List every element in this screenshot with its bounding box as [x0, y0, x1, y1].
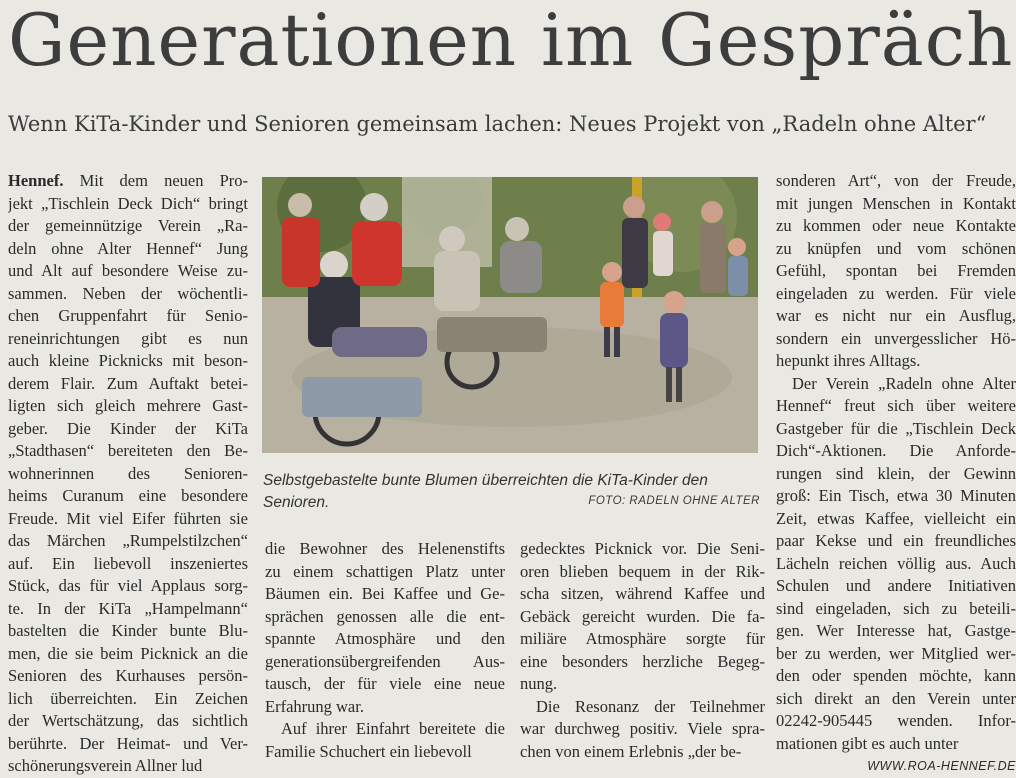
article-text-line: Schulen und andere Initiativen [776, 576, 1016, 595]
article-text-line: das Märchen „Rumpelstilzchen“ [8, 531, 248, 550]
article-text-line: Gebäck gereicht wurden. Die fa- [520, 606, 765, 626]
article-text-line: Hennef“ freut sich über weitere [776, 396, 1016, 415]
article-text-line: zu knüpfen und vom schönen [776, 238, 1016, 258]
article-text-line: nung. [520, 674, 558, 693]
article-text-line: Lächeln reichen völlig aus. Auch [776, 553, 1016, 573]
article-text-line: paar Kekse und ein freundliches [776, 531, 1016, 550]
article-column-4 [776, 170, 1016, 778]
article-text-line: reneinrichtungen gibt es nun [8, 328, 248, 348]
article-text-line: 02242-905445 wenden. Infor- [776, 711, 1016, 730]
article-text-line: ligten sich gleich mehrere Gast- [8, 396, 248, 415]
dateline: Hennef. [8, 171, 64, 190]
article-text-line: ber zu werden, wer Mitglied wer- [776, 643, 1016, 663]
article-text-line: geber. Die Kinder der KiTa [8, 418, 248, 438]
article-text-line: scha sitzen, während Kaffee und [520, 584, 765, 603]
article-text-line: chen von einem Erlebnis „der be- [520, 741, 742, 761]
article-text-line: Auf ihrer Einfahrt bereitete die [281, 719, 505, 738]
article-column-2 [265, 538, 505, 763]
article-text-line: hepunkt ihres Alltags. [776, 351, 921, 370]
article-text-line: sind eingeladen, sich zu beteili- [776, 598, 1016, 618]
article-column-3 [520, 538, 765, 763]
article-text-line: gedecktes Picknick vor. Die Seni- [520, 539, 765, 558]
article-text-line: miliäre Atmosphäre sorgte für [520, 629, 765, 648]
article-text-line: auf. Ein liebevoll inszeniertes [8, 553, 248, 573]
article-text-line: Der Verein „Radeln ohne Alter [792, 373, 1016, 393]
article-text-line: generationsübergreifenden Aus- [265, 651, 505, 671]
article-text-line: mationen gibt es auch unter [776, 733, 959, 753]
article-text-line: Freude. Mit viel Eifer führten sie [8, 508, 248, 528]
article-text-line: oren blieben bequem in der Rik- [520, 561, 765, 581]
photo-scene-illustration [262, 177, 758, 453]
article-text-line: Senioren des Kurhauses persön- [8, 666, 248, 685]
photo-caption: Selbstgebastelte bunte Blumen überreichten die KiTa-Kinder den Senioren. [263, 472, 708, 511]
article-text-line: schönerungsverein Allner lud [8, 756, 203, 775]
article-text-line: derem Flair. Zum Auftakt betei- [8, 373, 248, 393]
article-text-line: und Alt auf besondere Weise zu- [8, 261, 248, 280]
article-text-line: tausch, der für viele eine neue [265, 674, 505, 693]
article-text-line: auch kleine Picknicks mit beson- [8, 351, 248, 370]
article-text-line: eingeladen zu werden. Für viele [776, 283, 1016, 303]
article-text-line: mit jungen Menschen in Kontakt [776, 193, 1016, 213]
article-text-line: chen Gruppenfahrt für Senio- [8, 306, 248, 325]
article-text-line: te. In der KiTa „Hampelmann“ [8, 598, 248, 618]
article-text-line: Stück, das für viel Applaus sorg- [8, 576, 248, 595]
article-text-line: sammen. Neben der wöchentli- [8, 283, 248, 303]
article-text-line: sich direkt an den Verein unter [776, 688, 1016, 708]
article-text-line: zu kommen oder neue Kontakte [776, 216, 1016, 235]
article-text-line: deln ohne Alter Hennef“ Jung [8, 238, 248, 258]
article-text-line: jekt „Tischlein Deck Dich“ bringt [8, 193, 248, 213]
article-text-line: den oder spenden möchte, kann [776, 666, 1016, 685]
article-text-line: Die Resonanz der Teilnehmer [536, 696, 765, 716]
article-text-line: Gefühl, spontan bei Fremden [776, 261, 1016, 280]
photo-credit: FOTO: RADELN OHNE ALTER [588, 495, 760, 507]
article-text-line: der gemeinnützige Verein „Ra- [8, 216, 248, 235]
article-photo [262, 177, 758, 453]
article-text-line: Gastgeber für die „Tischlein Deck [776, 418, 1016, 438]
article-text-line: sonderen Art“, von der Freude, [776, 171, 1016, 190]
article-text-line: bastelten die Kinder bunte Blu- [8, 621, 248, 640]
article-text-line: war es nicht nur ein Ausflug, [776, 306, 1016, 325]
article-text-fragment: Mit dem neuen Pro- [63, 171, 248, 190]
article-text-line: der Wertschätzung, das sichtlich [8, 711, 248, 730]
article-text-line: sprächen genossen alle die ent- [265, 606, 505, 626]
subheadline: Wenn KiTa-Kinder und Senioren gemeinsam lachen: Neues Projekt von „Radeln ohne Alter“ [8, 112, 987, 136]
article-column-1 [8, 170, 248, 778]
article-text-line: gen. Wer Interesse hat, Gastge- [776, 621, 1016, 640]
article-text-line: heims Curanum eine besondere [8, 486, 248, 505]
article-text-line: groß: Ein Tisch, etwa 30 Minuten [776, 486, 1016, 505]
article-text-line: Bäumen ein. Bei Kaffee und Ge- [265, 584, 505, 603]
article-text-line: Familie Schuchert ein liebevoll [265, 741, 472, 761]
article-text-line: Zeit, etwas Kaffee, vielleicht ein [776, 508, 1016, 528]
website-link[interactable]: WWW.ROA-HENNEF.DE [867, 759, 1016, 773]
article-text-line: war durchweg positiv. Viele spra- [520, 719, 765, 738]
article-text-line: lich überreichten. Ein Zeichen [8, 688, 248, 708]
headline: Generationen im Gespräch [8, 0, 1014, 82]
article-text-line: sondern ein unvergesslicher Hö- [776, 328, 1016, 348]
article-text-line: die Bewohner des Helenenstifts [265, 539, 505, 558]
article-text-line: men, die sie beim Picknick an die [8, 643, 248, 663]
article-text-line: berührte. Der Heimat- und Ver- [8, 733, 248, 753]
article-text-line: rungen sind klein, der Gewinn [776, 463, 1016, 483]
article-text-line [8, 170, 248, 193]
article-text-line: „Stadthasen“ bereiteten den Be- [8, 441, 248, 460]
article-text-line: Erfahrung war. [265, 696, 364, 716]
article-text-line: eine besonders herzliche Begeg- [520, 651, 765, 671]
article-text-line: wohnerinnen des Senioren- [8, 463, 248, 483]
article-text-line: spannte Atmosphäre und den [265, 629, 505, 648]
article-text-line: Dich“-Aktionen. Die Anforde- [776, 441, 1016, 460]
article-text-line: zu einem schattigen Platz unter [265, 561, 505, 581]
